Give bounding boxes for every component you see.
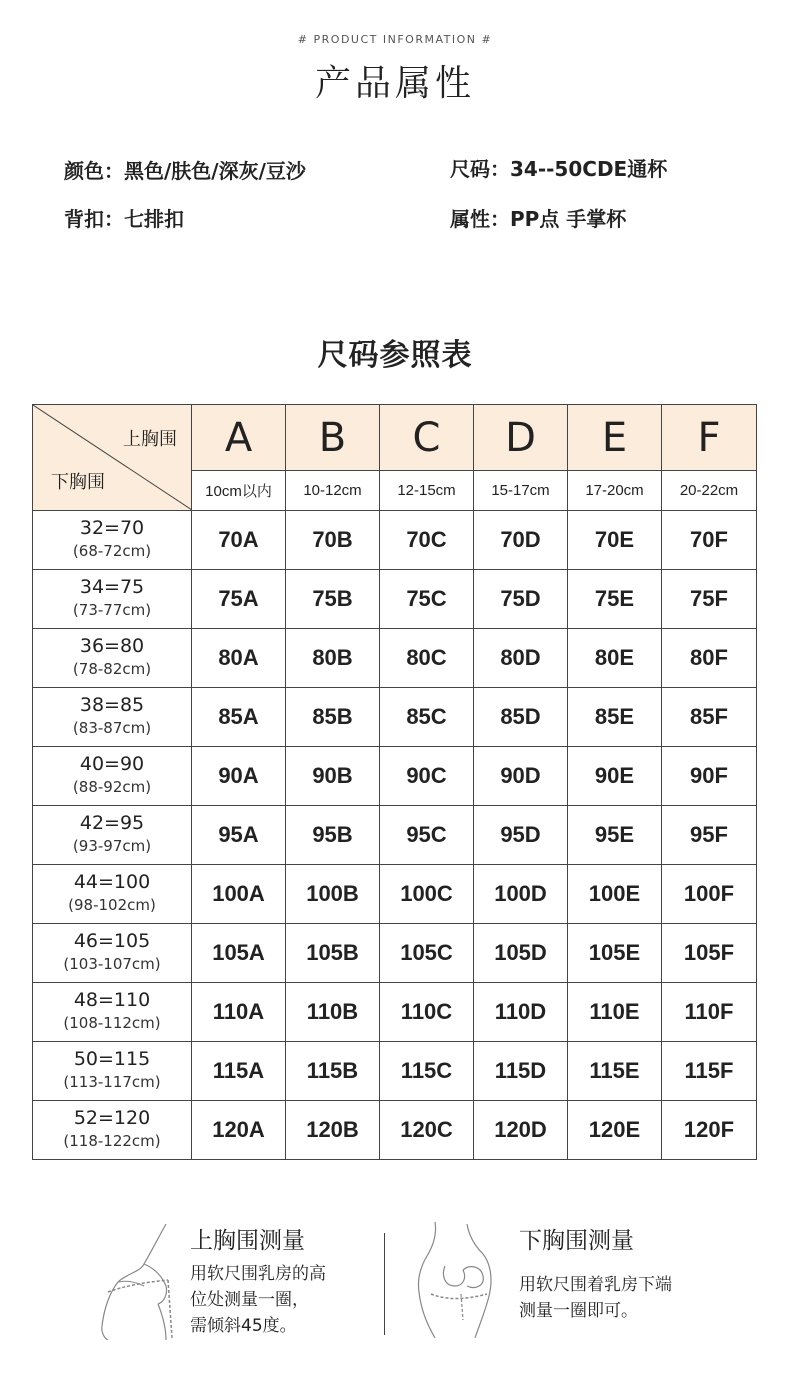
attr-size: 尺码：34--50CDE通杯 bbox=[450, 157, 668, 181]
band-range: (93-97cm) bbox=[72, 837, 152, 855]
size-cell: 75F bbox=[662, 570, 757, 629]
size-cell: 70D bbox=[474, 511, 568, 570]
size-cell: 90F bbox=[662, 747, 757, 806]
cup-letter: C bbox=[380, 405, 474, 471]
size-cell: 75A bbox=[192, 570, 286, 629]
cup-range: 15-17cm bbox=[474, 471, 568, 511]
size-cell: 115A bbox=[192, 1042, 286, 1101]
size-cell: 100E bbox=[568, 865, 662, 924]
band-size: 38=85 bbox=[79, 694, 145, 716]
size-cell: 95E bbox=[568, 806, 662, 865]
size-cell: 95B bbox=[286, 806, 380, 865]
size-cell: 105D bbox=[474, 924, 568, 983]
band-range: (73-77cm) bbox=[72, 601, 152, 619]
size-cell: 70C bbox=[380, 511, 474, 570]
size-cell: 95D bbox=[474, 806, 568, 865]
eyebrow-text: # PRODUCT INFORMATION # bbox=[297, 33, 493, 46]
page-title: 产品属性 bbox=[314, 63, 475, 104]
band-range: (98-102cm) bbox=[68, 896, 156, 914]
size-row bbox=[33, 688, 757, 747]
cup-range: 10-12cm bbox=[286, 471, 380, 511]
band-size-cell bbox=[33, 747, 192, 806]
size-cell: 85F bbox=[662, 688, 757, 747]
band-range: (88-92cm) bbox=[72, 778, 152, 796]
corner-header bbox=[33, 405, 192, 511]
size-cell: 70F bbox=[662, 511, 757, 570]
size-cell: 110C bbox=[380, 983, 474, 1042]
size-row bbox=[33, 747, 757, 806]
size-cell: 110F bbox=[662, 983, 757, 1042]
size-cell: 70B bbox=[286, 511, 380, 570]
upper-desc-line: 需倾斜45度。 bbox=[190, 1316, 297, 1336]
band-size: 46=105 bbox=[73, 930, 151, 952]
size-cell: 115C bbox=[380, 1042, 474, 1101]
band-size-cell bbox=[33, 806, 192, 865]
cup-letter: F bbox=[662, 405, 757, 471]
cup-range: 10cm以内 bbox=[192, 471, 286, 511]
size-cell: 70E bbox=[568, 511, 662, 570]
band-range: (68-72cm) bbox=[72, 542, 152, 560]
size-row bbox=[33, 629, 757, 688]
band-size-cell bbox=[33, 1101, 192, 1160]
cup-range: 12-15cm bbox=[380, 471, 474, 511]
band-size: 52=120 bbox=[73, 1107, 151, 1129]
size-cell: 120A bbox=[192, 1101, 286, 1160]
size-cell: 110D bbox=[474, 983, 568, 1042]
size-cell: 95F bbox=[662, 806, 757, 865]
size-cell: 90D bbox=[474, 747, 568, 806]
size-cell: 75E bbox=[568, 570, 662, 629]
band-size-cell bbox=[33, 865, 192, 924]
size-row bbox=[33, 1042, 757, 1101]
band-size-cell bbox=[33, 570, 192, 629]
size-cell: 120F bbox=[662, 1101, 757, 1160]
cup-letter-row bbox=[33, 405, 757, 471]
size-cell: 110B bbox=[286, 983, 380, 1042]
cup-range: 17-20cm bbox=[568, 471, 662, 511]
band-size: 48=110 bbox=[73, 989, 151, 1011]
size-cell: 95A bbox=[192, 806, 286, 865]
band-size-cell bbox=[33, 511, 192, 570]
band-size-cell bbox=[33, 924, 192, 983]
band-size: 44=100 bbox=[73, 871, 151, 893]
upper-bust-figure bbox=[96, 1222, 188, 1340]
size-cell: 85A bbox=[192, 688, 286, 747]
size-cell: 100D bbox=[474, 865, 568, 924]
size-cell: 105F bbox=[662, 924, 757, 983]
size-cell: 105B bbox=[286, 924, 380, 983]
band-size: 36=80 bbox=[79, 635, 145, 657]
size-cell: 80D bbox=[474, 629, 568, 688]
size-cell: 120E bbox=[568, 1101, 662, 1160]
size-cell: 90A bbox=[192, 747, 286, 806]
size-cell: 95C bbox=[380, 806, 474, 865]
measure-divider bbox=[384, 1233, 385, 1335]
size-cell: 85B bbox=[286, 688, 380, 747]
attr-clasp: 背扣：七排扣 bbox=[64, 207, 184, 231]
size-cell: 120D bbox=[474, 1101, 568, 1160]
size-cell: 80B bbox=[286, 629, 380, 688]
band-size: 34=75 bbox=[79, 576, 145, 598]
size-row bbox=[33, 924, 757, 983]
size-cell: 105C bbox=[380, 924, 474, 983]
band-range: (83-87cm) bbox=[72, 719, 152, 737]
upper-desc-line: 用软尺围乳房的高 bbox=[190, 1264, 326, 1284]
band-size: 50=115 bbox=[73, 1048, 151, 1070]
size-cell: 80E bbox=[568, 629, 662, 688]
upper-bust-measure-title: 上胸围测量 bbox=[190, 1228, 305, 1254]
size-row bbox=[33, 865, 757, 924]
size-cell: 115F bbox=[662, 1042, 757, 1101]
size-chart-table bbox=[32, 404, 757, 1160]
size-cell: 85E bbox=[568, 688, 662, 747]
upper-bust-measure-desc bbox=[190, 1261, 326, 1339]
band-range: (113-117cm) bbox=[63, 1073, 161, 1091]
size-cell: 80A bbox=[192, 629, 286, 688]
size-cell: 110E bbox=[568, 983, 662, 1042]
size-row bbox=[33, 806, 757, 865]
band-size-cell bbox=[33, 688, 192, 747]
band-size: 42=95 bbox=[79, 812, 145, 834]
size-chart-title: 尺码参照表 bbox=[317, 338, 473, 373]
band-range: (78-82cm) bbox=[72, 660, 152, 678]
cup-letter: E bbox=[568, 405, 662, 471]
size-cell: 90B bbox=[286, 747, 380, 806]
upper-bust-label: 上胸围 bbox=[123, 429, 177, 450]
size-cell: 100C bbox=[380, 865, 474, 924]
size-cell: 120C bbox=[380, 1101, 474, 1160]
attr-property: 属性：PP点 手掌杯 bbox=[450, 207, 627, 231]
size-row bbox=[33, 511, 757, 570]
size-cell: 85C bbox=[380, 688, 474, 747]
size-cell: 105E bbox=[568, 924, 662, 983]
size-cell: 90C bbox=[380, 747, 474, 806]
size-cell: 100F bbox=[662, 865, 757, 924]
size-cell: 75C bbox=[380, 570, 474, 629]
size-row bbox=[33, 1101, 757, 1160]
under-bust-label: 下胸围 bbox=[51, 472, 105, 493]
under-bust-measure-desc bbox=[519, 1272, 672, 1324]
cup-letter: A bbox=[192, 405, 286, 471]
size-cell: 120B bbox=[286, 1101, 380, 1160]
cup-letter: D bbox=[474, 405, 568, 471]
size-cell: 75B bbox=[286, 570, 380, 629]
lower-desc-line: 测量一圈即可。 bbox=[519, 1301, 638, 1321]
size-cell: 75D bbox=[474, 570, 568, 629]
cup-letter: B bbox=[286, 405, 380, 471]
size-cell: 115D bbox=[474, 1042, 568, 1101]
size-cell: 115E bbox=[568, 1042, 662, 1101]
size-cell: 110A bbox=[192, 983, 286, 1042]
band-size: 32=70 bbox=[79, 517, 145, 539]
band-range: (103-107cm) bbox=[63, 955, 161, 973]
diagonal-line bbox=[33, 405, 192, 510]
size-cell: 100A bbox=[192, 865, 286, 924]
size-cell: 105A bbox=[192, 924, 286, 983]
band-size-cell bbox=[33, 1042, 192, 1101]
band-range: (108-112cm) bbox=[63, 1014, 161, 1032]
lower-desc-line: 用软尺围着乳房下端 bbox=[519, 1275, 672, 1295]
size-cell: 115B bbox=[286, 1042, 380, 1101]
size-cell: 85D bbox=[474, 688, 568, 747]
size-cell: 100B bbox=[286, 865, 380, 924]
size-row bbox=[33, 570, 757, 629]
under-bust-figure bbox=[405, 1220, 505, 1338]
size-rows bbox=[33, 511, 757, 1160]
band-size-cell bbox=[33, 983, 192, 1042]
cup-range: 20-22cm bbox=[662, 471, 757, 511]
size-row bbox=[33, 983, 757, 1042]
size-cell: 80C bbox=[380, 629, 474, 688]
band-size-cell bbox=[33, 629, 192, 688]
size-cell: 70A bbox=[192, 511, 286, 570]
band-size: 40=90 bbox=[79, 753, 145, 775]
band-range: (118-122cm) bbox=[63, 1132, 161, 1150]
upper-desc-line: 位处测量一圈， bbox=[190, 1290, 309, 1310]
attr-color: 颜色：黑色/肤色/深灰/豆沙 bbox=[64, 159, 306, 183]
under-bust-measure-title: 下胸围测量 bbox=[519, 1228, 634, 1254]
size-cell: 80F bbox=[662, 629, 757, 688]
size-cell: 90E bbox=[568, 747, 662, 806]
